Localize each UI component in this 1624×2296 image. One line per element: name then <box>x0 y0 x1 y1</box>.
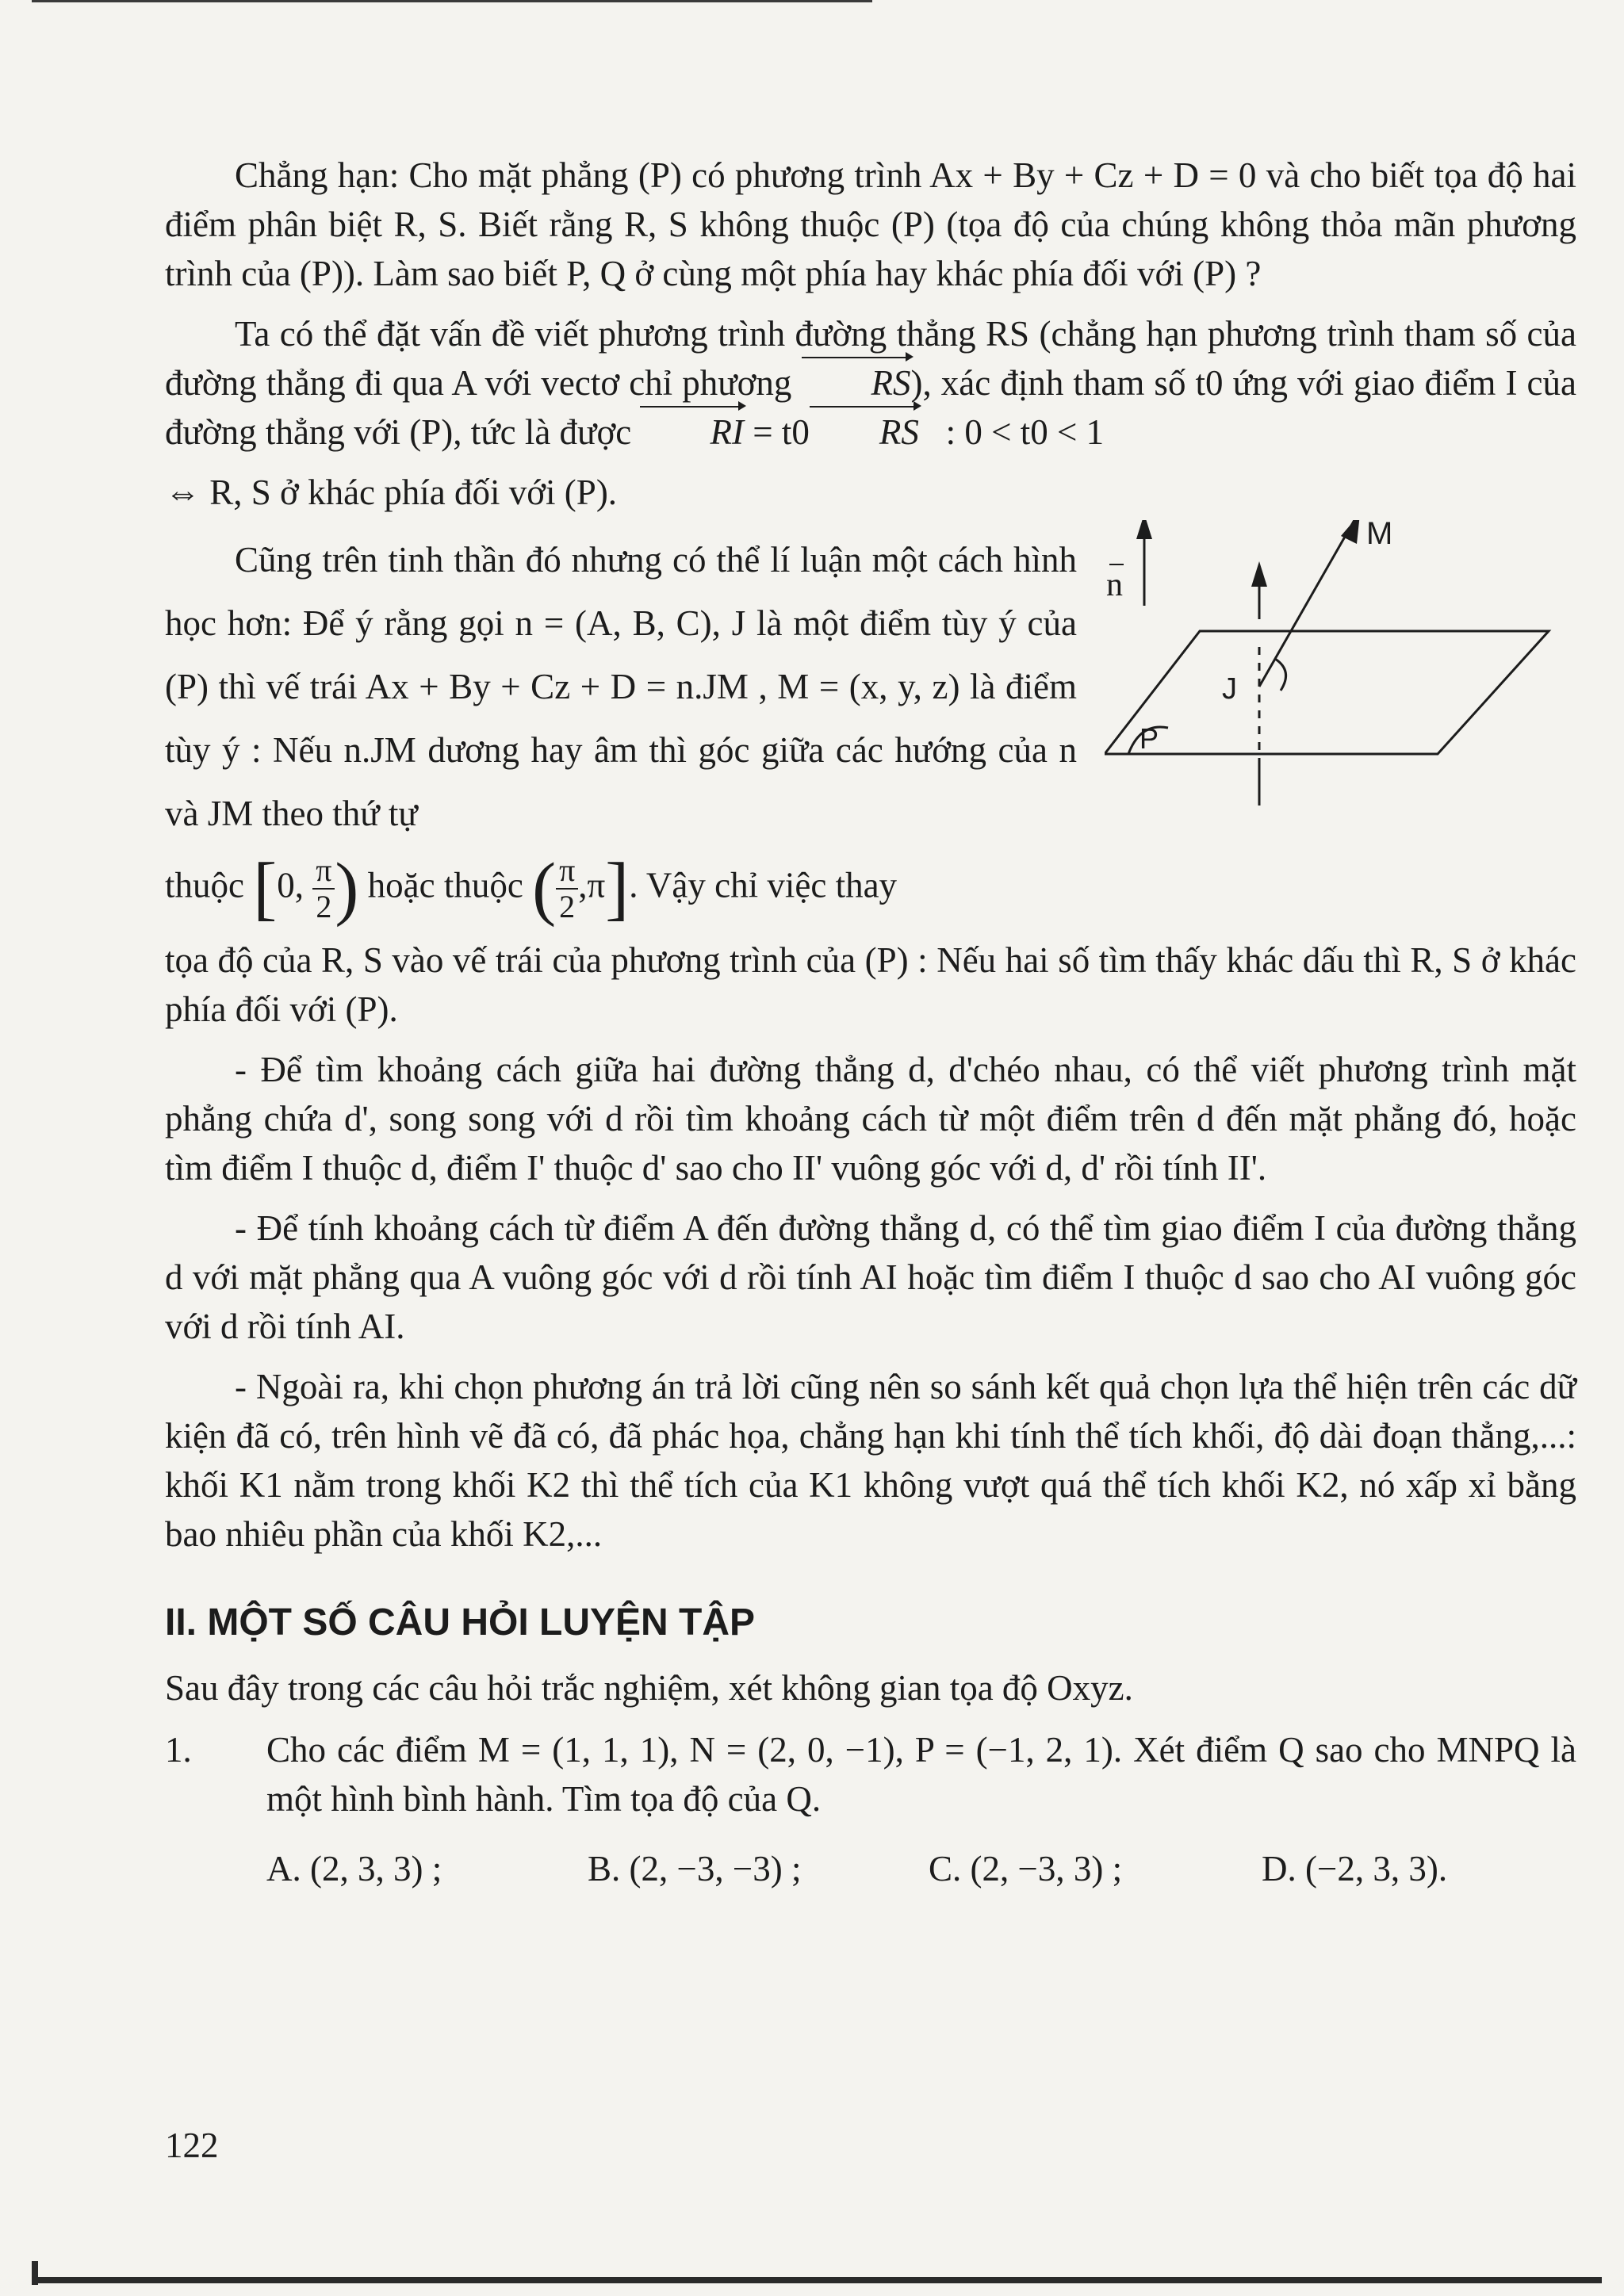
question-1-answers <box>165 1844 1576 1893</box>
page-content <box>165 151 1576 1893</box>
vector-ri: RI <box>640 408 743 457</box>
intro-p2-text-a: Ta có thể đặt vấn đề viết phương trình đường thẳng RS (chẳng hạn phương trình tham số của đường thẳng đi qua A với vectơ chỉ phương <box>165 314 1576 403</box>
label-j: J <box>1222 672 1237 706</box>
label-n: n <box>1106 567 1123 603</box>
answer-d: D. (−2, 3, 3). <box>1262 1849 1448 1888</box>
question-1 <box>165 1725 1576 1823</box>
body-paragraph-5: - Để tìm khoảng cách giữa hai đường thẳng d, d'chéo nhau, có thể viết phương trình mặt phẳng chứa d', song song với d rồi tìm khoảng cách từ một điểm trên d đến mặt phẳng đó, hoặc tìm điểm I thuộc d, điểm I' thuộc d' sao cho II' vuông góc với d, d' rồi tính II'. <box>165 1050 1576 1188</box>
page-number: 122 <box>165 2126 219 2165</box>
top-rule <box>32 0 872 2</box>
fraction-numerator: π <box>312 853 335 890</box>
answer-c: C. (2, −3, 3) ; <box>929 1849 1123 1888</box>
angle-line-middle: hoặc thuộc <box>367 865 523 905</box>
intro-paragraph-3: ⇔ R, S ở khác phía đối với (P). <box>165 473 618 512</box>
intro-paragraph-1: Chẳng hạn: Cho mặt phẳng (P) có phương trình Ax + By + Cz + D = 0 và cho biết tọa độ hai điểm phân biệt R, S. Biết rằng R, S không thuộc (P) (tọa độ của chúng không thỏa mãn phương trình của (P)). Làm sao biết P, Q ở cùng một phía hay khác phía đối với (P) ? <box>165 155 1576 293</box>
intro-paragraph-2 <box>165 309 1576 457</box>
fraction-numerator-b: π <box>556 853 578 890</box>
label-m: M <box>1366 520 1393 551</box>
interval-b-end: ,π <box>578 865 606 905</box>
plane-normal-figure <box>1105 520 1572 877</box>
intro-p2-condition: : 0 < t0 < 1 <box>945 412 1105 452</box>
interval-a-start: 0, <box>277 865 304 905</box>
bottom-rule <box>32 2277 1602 2283</box>
left-paren: ( <box>532 849 557 928</box>
right-square-bracket: ] <box>605 849 630 928</box>
intro-p2-eq: = t0 <box>753 412 810 452</box>
vector-rs: RS <box>802 358 911 408</box>
question-1-number: 1. <box>165 1730 192 1770</box>
angle-line-suffix: . Vậy chỉ việc thay <box>629 865 898 905</box>
body-paragraph-4: tọa độ của R, S vào vế trái của phương trình của (P) : Nếu hai số tìm thấy khác dấu thì R, S ở khác phía đối với (P). <box>165 940 1576 1029</box>
answer-a: A. (2, 3, 3) ; <box>266 1849 442 1888</box>
question-1-text: Cho các điểm M = (1, 1, 1), N = (2, 0, −1), P = (−1, 2, 1). Xét điểm Q sao cho MNPQ là một hình bình hành. Tìm tọa độ của Q. <box>266 1730 1576 1819</box>
answer-b: B. (2, −3, −3) ; <box>588 1849 802 1888</box>
vector-rs-2: RS <box>810 408 919 457</box>
body-paragraph-6: - Để tính khoảng cách từ điểm A đến đường thẳng d, có thể tìm giao điểm I của đường thẳng d với mặt phẳng qua A vuông góc với d rồi tính AI hoặc tìm điểm I thuộc d sao cho AI vuông góc với d rồi tính AI. <box>165 1208 1576 1346</box>
angle-interval-line <box>165 849 1077 928</box>
body-paragraph-7: - Ngoài ra, khi chọn phương án trả lời cũng nên so sánh kết quả chọn lựa thể hiện trên các dữ kiện đã có, trên hình vẽ đã có, đã phác họa, chẳng hạn khi tính thể tích khối, độ dài đoạn thẳng,...: khối K1 nằm trong khối K2 thì thể tích của K1 không vượt quá thể tích khối K2, nó xấp xỉ bằng bao nhiêu phần của khối K2,... <box>165 1367 1576 1554</box>
left-square-bracket: [ <box>253 849 278 928</box>
geometry-text <box>165 528 1077 928</box>
intro-p2-text-b: ), xác định tham số t0 ứng với giao điểm I của đường thẳng với (P), tức là được <box>165 363 1576 452</box>
section-intro: Sau đây trong các câu hỏi trắc nghiệm, xét không gian tọa độ Oxyz. <box>165 1668 1133 1708</box>
angle-line-prefix: thuộc <box>165 865 244 905</box>
fraction-denominator-b: 2 <box>559 889 576 924</box>
normal-j-arrowhead <box>1251 561 1267 587</box>
geometry-block <box>165 520 1576 928</box>
angle-arc <box>1275 659 1286 691</box>
normal-arrowhead <box>1136 520 1152 539</box>
right-paren: ) <box>335 849 359 928</box>
segment-jm <box>1259 520 1354 687</box>
label-p: P <box>1139 722 1159 755</box>
fraction-denominator: 2 <box>316 889 332 924</box>
fraction-pi-over-2 <box>312 853 335 924</box>
plane-p-shape <box>1105 631 1549 754</box>
fraction-pi-over-2-b <box>556 853 578 924</box>
geometry-paragraph: Cũng trên tinh thần đó nhưng có thể lí luận một cách hình học hơn: Để ý rằng gọi n = (A, B, C), J là một điểm tùy ý của (P) thì vế trái Ax + By + Cz + D = n.JM , M = (x, y, z) là điểm tùy ý : Nếu n.JM dương hay âm thì góc giữa các hướng của n và JM theo thứ tự <box>165 540 1077 833</box>
section-heading: II. MỘT SỐ CÂU HỎI LUYỆN TẬP <box>165 1601 756 1644</box>
